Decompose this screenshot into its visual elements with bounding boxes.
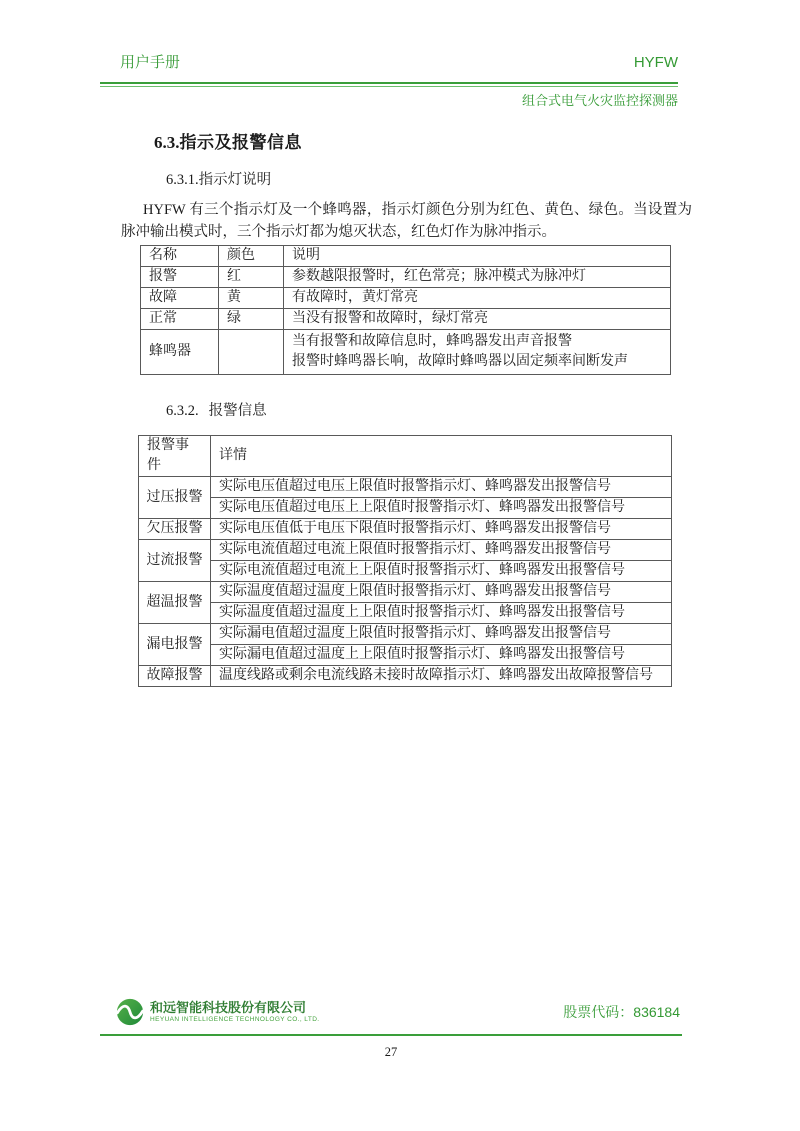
alarm-event: 过压报警 (139, 477, 211, 519)
table-row (139, 645, 672, 666)
table-row (139, 477, 672, 498)
header-divider (100, 82, 678, 87)
header-doc-type: 用户手册 (120, 54, 181, 71)
table-row (139, 540, 672, 561)
indicator-name: 蜂鸣器 (141, 330, 219, 375)
alarm-detail: 实际温度值超过温度上限值时报警指示灯、蜂鸣器发出报警信号 (211, 582, 672, 603)
table-row (141, 267, 671, 288)
indicator-desc: 参数越限报警时，红色常亮；脉冲模式为脉冲灯 (284, 267, 671, 288)
subsection-6-3-2 (166, 402, 692, 420)
header-subtitle: 组合式电气火灾监控探测器 (521, 93, 678, 108)
col-header-desc: 说明 (284, 246, 671, 267)
table-row (141, 288, 671, 309)
table-row (141, 330, 671, 375)
table-row (139, 582, 672, 603)
company-name-cn: 和远智能科技股份有限公司 (150, 1000, 307, 1015)
page-number: 27 (384, 1045, 398, 1059)
subsection-6-3-2-title: 报警信息 (208, 403, 267, 419)
alarm-detail: 实际电压值超过电压上限值时报警指示灯、蜂鸣器发出报警信号 (211, 477, 672, 498)
indicator-desc (284, 330, 671, 375)
section-title-text: 指示及报警信息 (179, 133, 302, 152)
table-row (141, 309, 671, 330)
alarm-detail: 实际漏电值超过温度上上限值时报警指示灯、蜂鸣器发出报警信号 (211, 645, 672, 666)
indicator-color (219, 330, 284, 375)
indicator-desc-line: 报警时蜂鸣器长响，故障时蜂鸣器以固定频率间断发声 (292, 354, 628, 369)
alarm-detail: 实际漏电值超过温度上限值时报警指示灯、蜂鸣器发出报警信号 (211, 624, 672, 645)
indicator-color: 黄 (219, 288, 284, 309)
alarm-event: 超温报警 (139, 582, 211, 624)
table-row (139, 519, 672, 540)
alarm-event: 漏电报警 (139, 624, 211, 666)
col-header-color: 颜色 (219, 246, 284, 267)
indicator-desc-line: 当有报警和故障信息时，蜂鸣器发出声音报警 (292, 334, 572, 349)
header-product-code: HYFW (633, 54, 678, 71)
indicator-name: 故障 (141, 288, 219, 309)
table-header-row (141, 246, 671, 267)
indicator-color: 绿 (219, 309, 284, 330)
footer-divider (100, 1034, 682, 1036)
page-content (121, 133, 692, 687)
col-header-detail: 详情 (211, 436, 672, 477)
company-name-en: HEYUAN INTELLIGENCE TECHNOLOGY CO., LTD. (150, 1016, 320, 1023)
alarm-table (138, 435, 672, 687)
alarm-event: 欠压报警 (139, 519, 211, 540)
col-header-event: 报警事件 (139, 436, 211, 477)
table-row (139, 624, 672, 645)
indicator-desc: 有故障时，黄灯常亮 (284, 288, 671, 309)
subsection-6-3-1-title: 指示灯说明 (198, 172, 272, 188)
alarm-detail: 温度线路或剩余电流线路未接时故障指示灯、蜂鸣器发出故障报警信号 (211, 666, 672, 687)
indicator-name: 正常 (141, 309, 219, 330)
intro-paragraph: HYFW 有三个指示灯及一个蜂鸣器，指示灯颜色分别为红色、黄色、绿色。当设置为脉冲输出模式时，三个指示灯都为熄灭状态，红色灯作为脉冲指示。 (121, 202, 692, 240)
section-title (154, 133, 692, 153)
table-row (139, 498, 672, 519)
indicator-table (140, 245, 671, 375)
stock-code: 股票代码：836184 (563, 1004, 680, 1020)
col-header-name: 名称 (141, 246, 219, 267)
alarm-detail: 实际电流值超过电流上上限值时报警指示灯、蜂鸣器发出报警信号 (211, 561, 672, 582)
alarm-detail: 实际温度值超过温度上上限值时报警指示灯、蜂鸣器发出报警信号 (211, 603, 672, 624)
alarm-detail: 实际电压值低于电压下限值时报警指示灯、蜂鸣器发出报警信号 (211, 519, 672, 540)
page-header (100, 0, 678, 109)
table-row (139, 603, 672, 624)
company-logo-group (116, 998, 320, 1026)
indicator-color: 红 (219, 267, 284, 288)
indicator-desc: 当没有报警和故障时，绿灯常亮 (284, 309, 671, 330)
table-row (139, 561, 672, 582)
table-row (139, 666, 672, 687)
company-logo-icon (116, 998, 144, 1026)
subsection-6-3-2-number: 6.3.2. (166, 403, 199, 419)
alarm-event: 故障报警 (139, 666, 211, 687)
alarm-event: 过流报警 (139, 540, 211, 582)
page-footer (100, 998, 682, 1060)
alarm-detail: 实际电压值超过电压上上限值时报警指示灯、蜂鸣器发出报警信号 (211, 498, 672, 519)
section-number: 6.3. (154, 133, 180, 152)
table-header-row (139, 436, 672, 477)
indicator-name: 报警 (141, 267, 219, 288)
subsection-6-3-1 (166, 171, 692, 189)
subsection-6-3-1-number: 6.3.1. (166, 172, 199, 188)
alarm-detail: 实际电流值超过电流上限值时报警指示灯、蜂鸣器发出报警信号 (211, 540, 672, 561)
